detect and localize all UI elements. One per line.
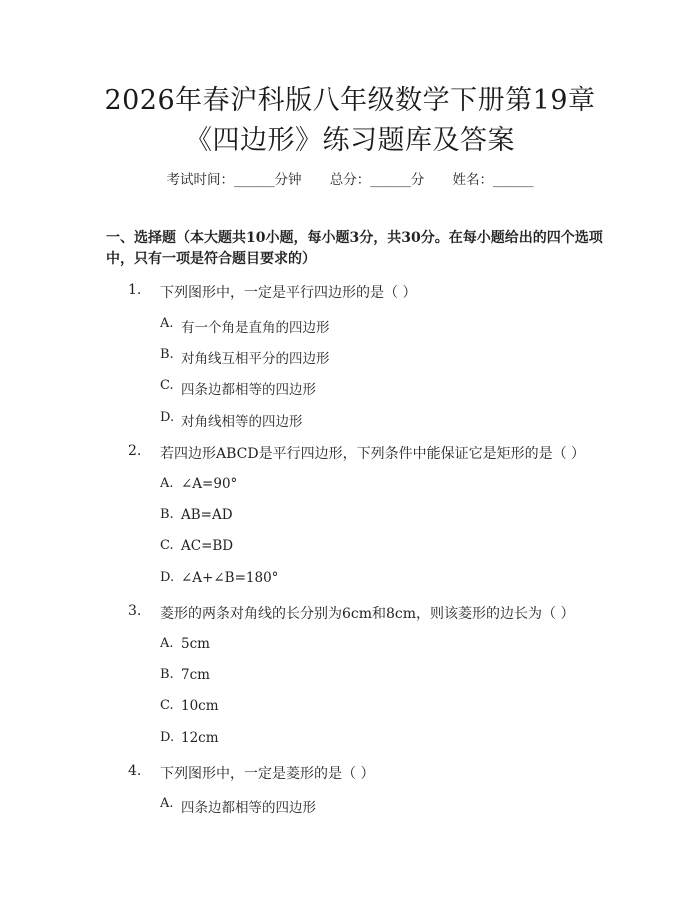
option-letter: A. (160, 796, 174, 811)
question-text: 若四边形ABCD是平行四边形，下列条件中能保证它是矩形的是（ ） (160, 446, 586, 462)
document-title-line-2: 《四边形》练习题库及答案 (185, 125, 515, 156)
option-text: 四条边都相等的四边形 (181, 800, 316, 816)
question-text: 下列图形中，一定是平行四边形的是（ ） (160, 285, 417, 301)
option-text: 有一个角是直角的四边形 (181, 320, 330, 336)
option-text: 对角线相等的四边形 (181, 414, 303, 430)
option-letter: C. (160, 378, 174, 393)
option-letter: A. (160, 316, 174, 331)
option-text: 10cm (181, 698, 219, 714)
option-letter: D. (160, 730, 175, 745)
option-letter: B. (160, 507, 174, 522)
option-text: 5cm (181, 636, 210, 652)
option-letter: D. (160, 570, 175, 585)
exam-time-field: 考试时间：______分钟 (166, 172, 302, 188)
option-text: AC=BD (181, 538, 234, 554)
option-letter: B. (160, 667, 174, 682)
question-number: 1. (128, 282, 142, 298)
option-letter: D. (160, 410, 175, 425)
option-letter: C. (160, 698, 174, 713)
option-letter: B. (160, 347, 174, 362)
option-text: 对角线互相平分的四边形 (181, 351, 330, 367)
option-text: AB=AD (181, 507, 233, 523)
exam-name-field: 姓名：______ (452, 172, 534, 188)
question-text: 下列图形中，一定是菱形的是（ ） (160, 766, 375, 782)
option-text: 7cm (181, 667, 210, 683)
exam-score-field: 总分：______分 (329, 172, 425, 188)
option-letter: C. (160, 538, 174, 553)
question-number: 4. (128, 763, 142, 779)
question-text: 菱形的两条对角线的长分别为6cm和8cm，则该菱形的边长为（ ） (160, 606, 575, 622)
option-text: ∠A+∠B=180° (181, 570, 279, 586)
option-text: 12cm (181, 730, 219, 746)
option-text: ∠A=90° (181, 476, 238, 492)
document-title-line-1: 2026年春沪科版八年级数学下册第19章 (104, 85, 596, 116)
question-number: 2. (128, 443, 142, 459)
option-letter: A. (160, 636, 174, 651)
option-letter: A. (160, 476, 174, 491)
option-text: 四条边都相等的四边形 (181, 382, 316, 398)
question-number: 3. (128, 603, 142, 619)
exam-info (0, 168, 700, 188)
section-heading: 一、选择题（本大题共10小题，每小题3分，共30分。在每小题给出的四个选项中，只有一项是符合题目要求的） (106, 230, 603, 267)
